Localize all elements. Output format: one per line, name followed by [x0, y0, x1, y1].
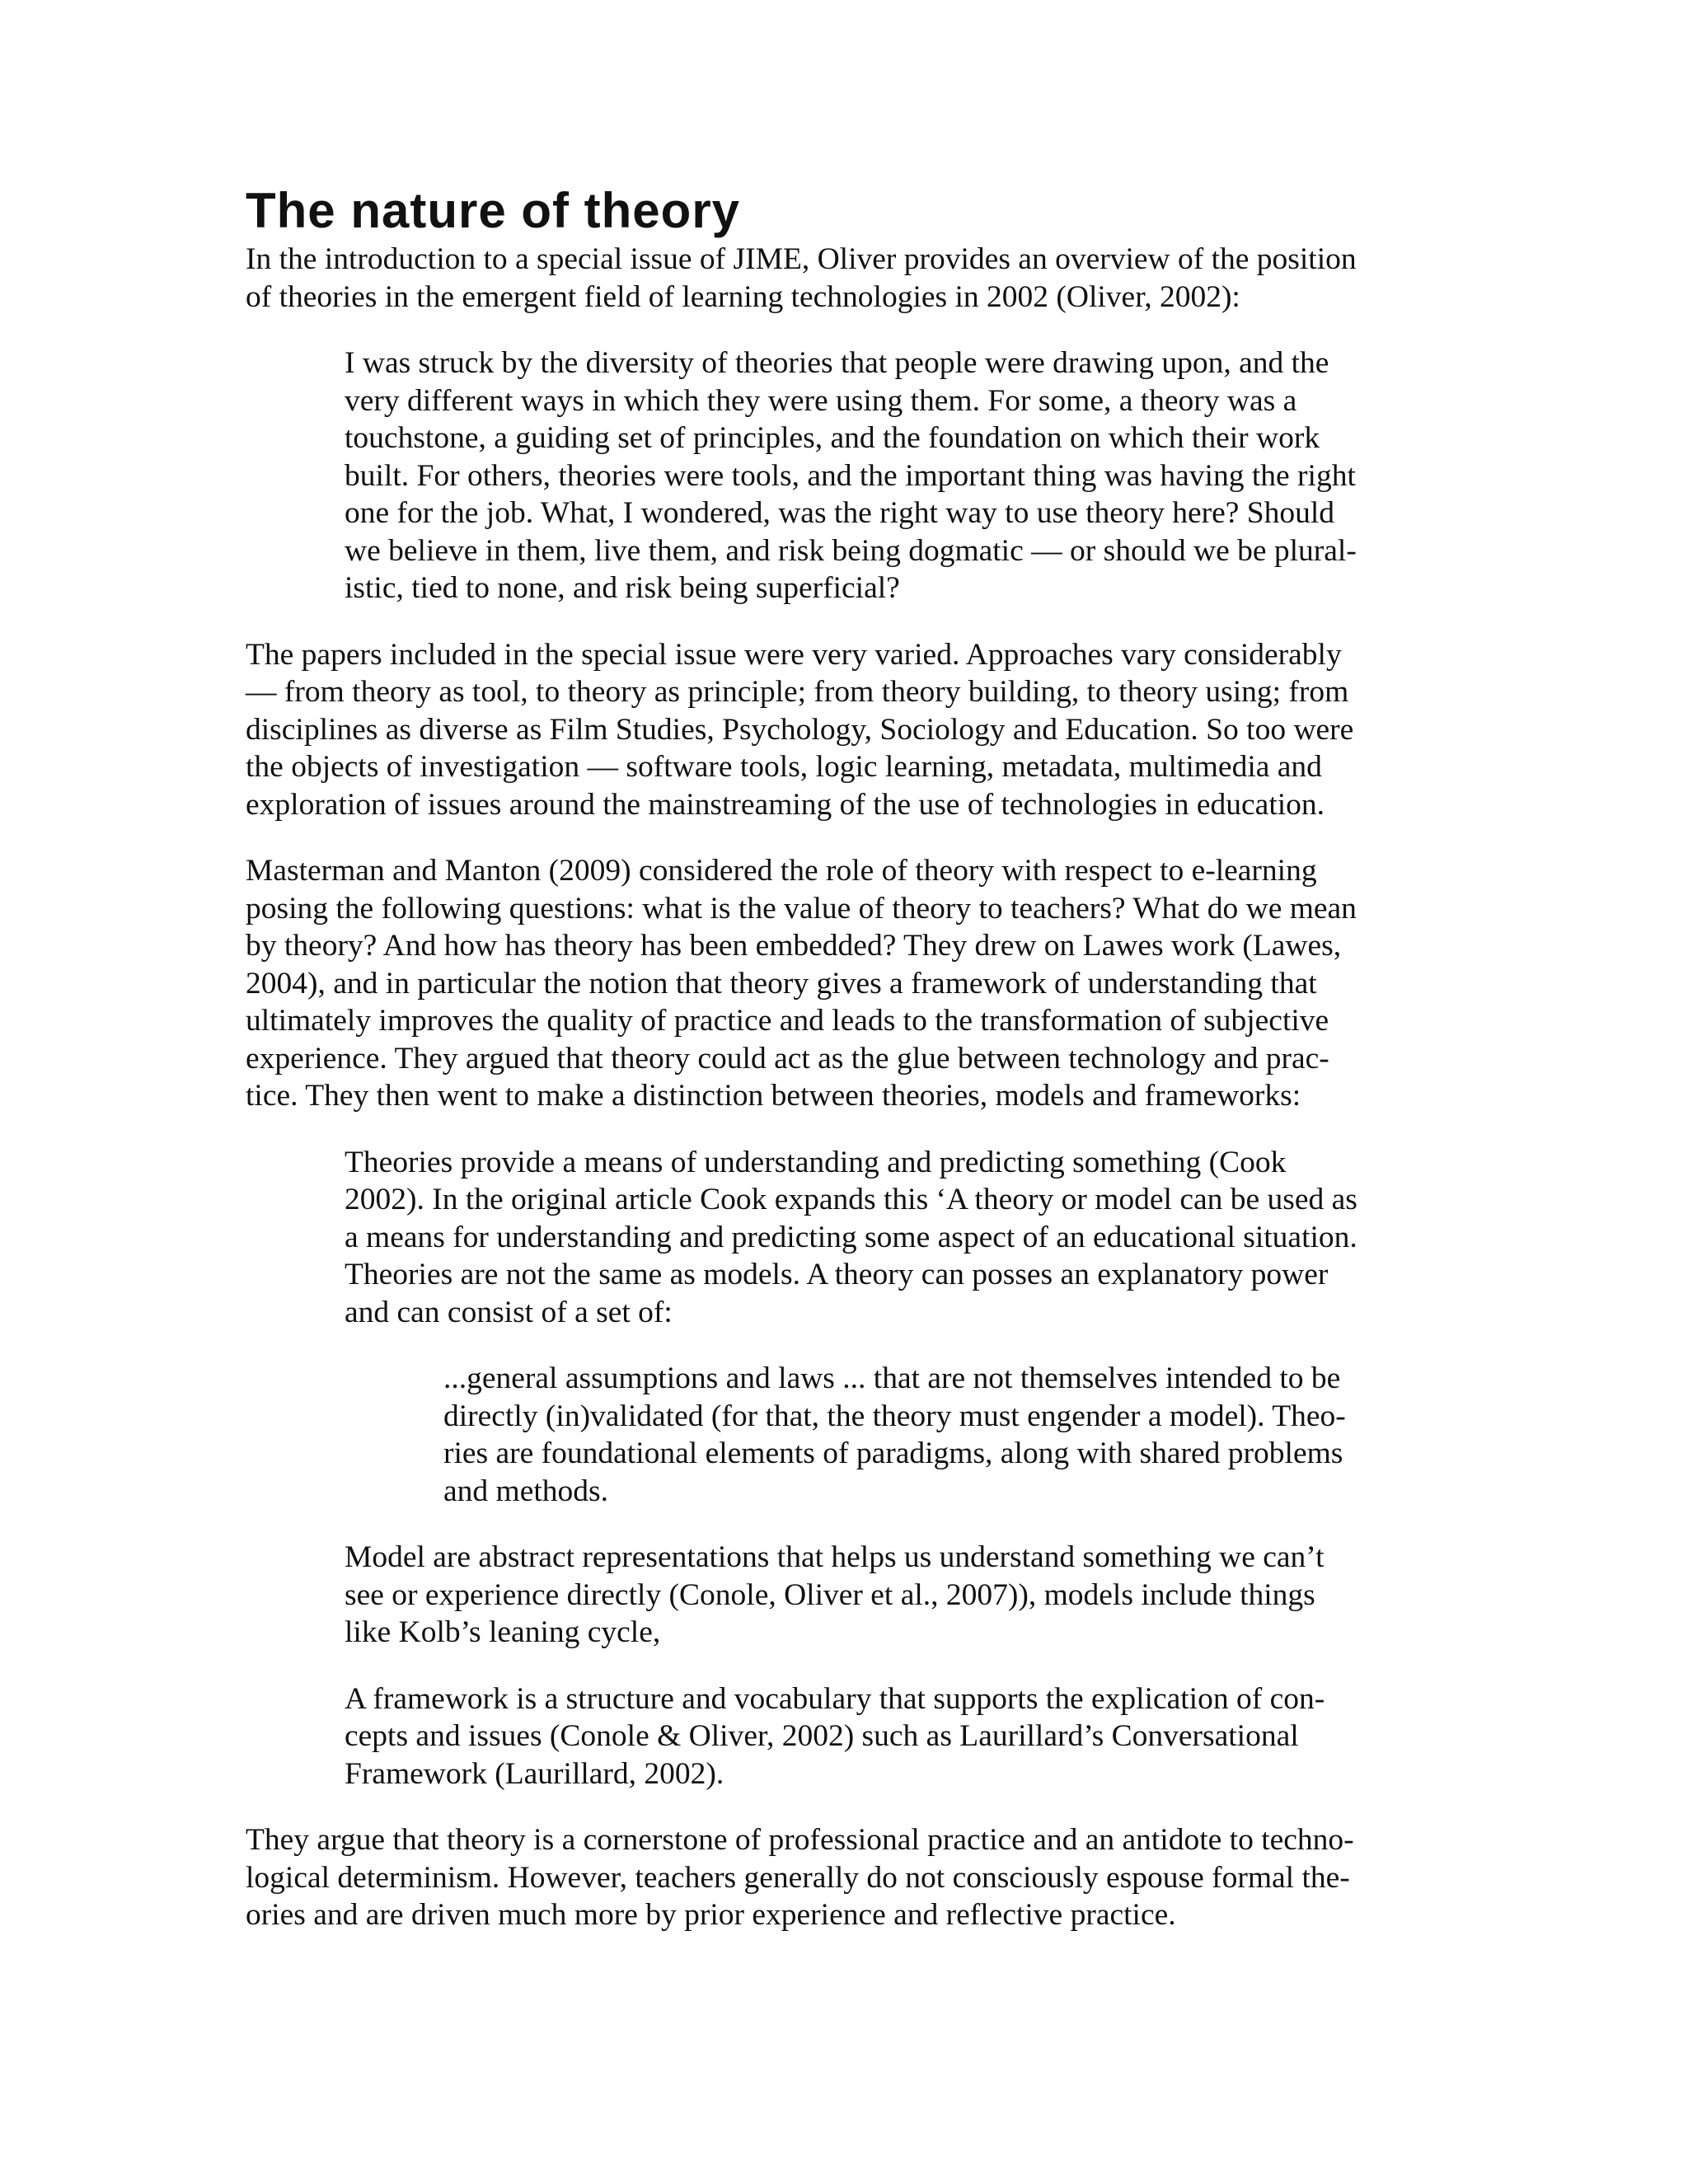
conclusion-paragraph	[246, 1821, 1432, 1934]
text-line: see or experience directly (Conole, Oliver et al., 2007)), models include things	[345, 1577, 1315, 1612]
text-line: the objects of investigation — software tools, logic learning, metadata, multimedia and	[246, 750, 1322, 784]
block-quote-frameworks	[345, 1680, 1432, 1793]
text-line: touchstone, a guiding set of principles, and the foundation on which their work	[345, 421, 1320, 455]
text-line: logical determinism. However, teachers generally do not consciously espouse formal the-	[246, 1860, 1350, 1895]
text-line: of theories in the emergent field of learning technologies in 2002 (Oliver, 2002):	[246, 279, 1240, 314]
text-line: one for the job. What, I wondered, was the right way to use theory here? Should	[345, 496, 1335, 530]
text-line: 2002). In the original article Cook expands this ‘A theory or model can be used as	[345, 1183, 1357, 1216]
text-line: Framework (Laurillard, 2002).	[345, 1756, 724, 1791]
text-line: In the introduction to a special issue of JIME, Oliver provides an overview of the position	[246, 242, 1357, 276]
intro-paragraph	[246, 241, 1432, 316]
text-line: A framework is a structure and vocabulary that supports the explication of con-	[345, 1681, 1325, 1716]
block-quote-oliver	[345, 344, 1432, 607]
masterman-paragraph	[246, 852, 1432, 1115]
text-line: experience. They argued that theory could act as the glue between technology and prac-	[246, 1041, 1329, 1076]
document-page	[246, 181, 1432, 1934]
text-line: posing the following questions: what is the value of theory to teachers? What do we mean	[246, 891, 1357, 926]
text-line: Theories provide a means of understanding and predicting something (Cook	[345, 1145, 1287, 1179]
text-line: like Kolb’s leaning cycle,	[345, 1615, 661, 1649]
text-line: and methods.	[443, 1474, 608, 1508]
text-line: ultimately improves the quality of practice and leads to the transformation of subjective	[246, 1004, 1329, 1038]
text-line: by theory? And how has theory has been embedded? They drew on Lawes work (Lawes,	[246, 929, 1342, 963]
block-quote-models	[345, 1539, 1432, 1652]
text-line: tice. They then went to make a distinction between theories, models and frameworks:	[246, 1079, 1301, 1113]
text-line: we believe in them, live them, and risk being dogmatic — or should we be plural-	[345, 533, 1357, 568]
text-line: a means for understanding and predicting some aspect of an educational situation.	[345, 1220, 1357, 1254]
text-line: ries are foundational elements of paradigms, along with shared problems	[443, 1436, 1343, 1470]
text-line: Masterman and Manton (2009) considered the role of theory with respect to e-learning	[246, 854, 1317, 888]
text-line: cepts and issues (Conole & Oliver, 2002) such as Laurillard’s Conversational	[345, 1719, 1299, 1753]
text-line: disciplines as diverse as Film Studies, Psychology, Sociology and Education. So too were	[246, 712, 1354, 747]
text-line: istic, tied to none, and risk being superficial?	[345, 571, 900, 605]
text-line: They argue that theory is a cornerstone of professional practice and an antidote to techno-	[246, 1823, 1354, 1857]
text-line: and can consist of a set of:	[345, 1295, 673, 1329]
text-line: ories and are driven much more by prior experience and reflective practice.	[246, 1898, 1176, 1932]
page-title: The nature of theory	[246, 183, 741, 238]
text-line: directly (in)validated (for that, the theory must engender a model). Theo-	[443, 1399, 1346, 1433]
text-line: — from theory as tool, to theory as principle; from theory building, to theory using; from	[246, 675, 1349, 709]
text-line: Theories are not the same as models. A theory can posses an explanatory power	[345, 1258, 1329, 1291]
text-line: Model are abstract representations that helps us understand something we can’t	[345, 1540, 1325, 1574]
text-line: built. For others, theories were tools, and the important thing was having the right	[345, 458, 1356, 493]
nested-block-quote	[443, 1360, 1432, 1510]
papers-paragraph	[246, 636, 1432, 824]
text-line: 2004), and in particular the notion that theory gives a framework of understanding that	[246, 966, 1317, 1001]
block-quote-theories	[345, 1144, 1432, 1332]
text-line: ...general assumptions and laws ... that are not themselves intended to be	[443, 1361, 1341, 1395]
text-line: I was struck by the diversity of theories that people were drawing upon, and the	[345, 346, 1329, 380]
text-line: The papers included in the special issue were very varied. Approaches vary considerably	[246, 637, 1342, 672]
text-line: exploration of issues around the mainstreaming of the use of technologies in education.	[246, 787, 1325, 822]
text-line: very different ways in which they were using them. For some, a theory was a	[345, 383, 1297, 418]
